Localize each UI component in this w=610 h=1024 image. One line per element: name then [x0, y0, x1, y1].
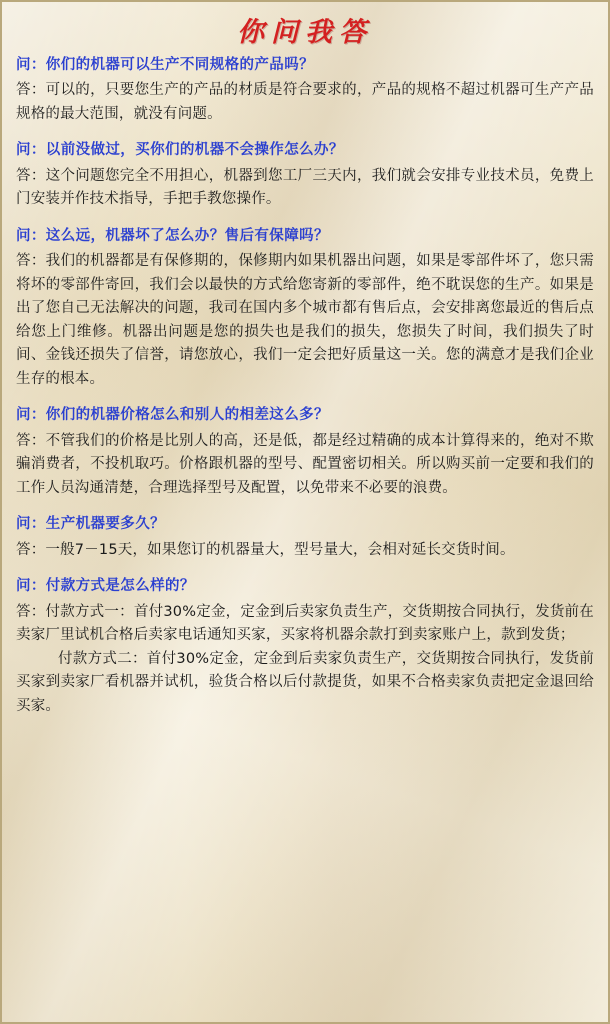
- qa-question: 问：生产机器要多久？: [16, 516, 165, 533]
- qa-question: 问：以前没做过，买你们的机器不会操作怎么办？: [16, 142, 344, 159]
- qa-answer: 答：这个问题您完全不用担心，机器到您工厂三天内，我们就会安排专业技术员，免费上门安装并作技术指导，手把手教您操作。: [16, 167, 594, 208]
- qa-question: 问：你们的机器价格怎么和别人的相差这么多？: [16, 407, 329, 424]
- qa-item: [16, 404, 594, 500]
- qa-answer: 答：可以的，只要您生产的产品的材质是符合要求的，产品的规格不超过机器可生产产品规格的最大范围，就没有问题。: [16, 82, 594, 122]
- qa-question: 问：这么远，机器坏了怎么办？售后有保障吗？: [16, 227, 329, 244]
- page-title-text: 你问我答: [237, 17, 373, 48]
- qa-item: [16, 54, 594, 126]
- qa-question: 问：你们的机器可以生产不同规格的产品吗？: [16, 57, 314, 73]
- page-title: [2, 2, 608, 48]
- qa-answer: 答：我们的机器都是有保修期的，保修期内如果机器出问题，如果是零部件坏了，您只需将坏的零部件寄回，我们会以最快的方式给您寄新的零部件，绝不耽误您的生产。如果是出了您自己无法解决的问题，我司在国内多个城市都有售后点，会安排离您最近的售后点给您上门维修。机器出问题是您的损失也是我们的损失，您损失了时间，我们损失了时间、金钱还损失了信誉，请您放心，我们一定会把好质量这一关。您的满意才是我们企业生存的根本。: [16, 253, 594, 387]
- qa-answer: 答：不管我们的价格是比别人的高，还是低，都是经过精确的成本计算得来的，绝对不欺骗消费者，不投机取巧。价格跟机器的型号、配置密切相关。所以购买前一定要和我们的工作人员沟通清楚，合理选择型号及配置，以免带来不必要的浪费。: [16, 432, 594, 496]
- qa-question: 问：付款方式是怎么样的？: [16, 578, 195, 595]
- qa-item: [16, 575, 594, 718]
- qa-answer: 答：付款方式一：首付30%定金，定金到后卖家负责生产，交货期按合同执行，发货前在卖家厂里试机合格后卖家电话通知买家，买家将机器余款打到卖家账户上，款到发货；: [16, 603, 594, 644]
- qa-item: [16, 225, 594, 391]
- qa-item: [16, 513, 594, 562]
- faq-content: [2, 48, 608, 718]
- qa-answer-secondary: 付款方式二：首付30%定金，定金到后卖家负责生产，交货期按合同执行，发货前买家到卖家厂看机器并试机，验货合格以后付款提货，如果不合格卖家负责把定金退回给买家。: [16, 650, 594, 714]
- qa-answer: 答：一般7－15天，如果您订的机器量大，型号量大，会相对延长交货时间。: [16, 541, 515, 558]
- qa-item: [16, 139, 594, 211]
